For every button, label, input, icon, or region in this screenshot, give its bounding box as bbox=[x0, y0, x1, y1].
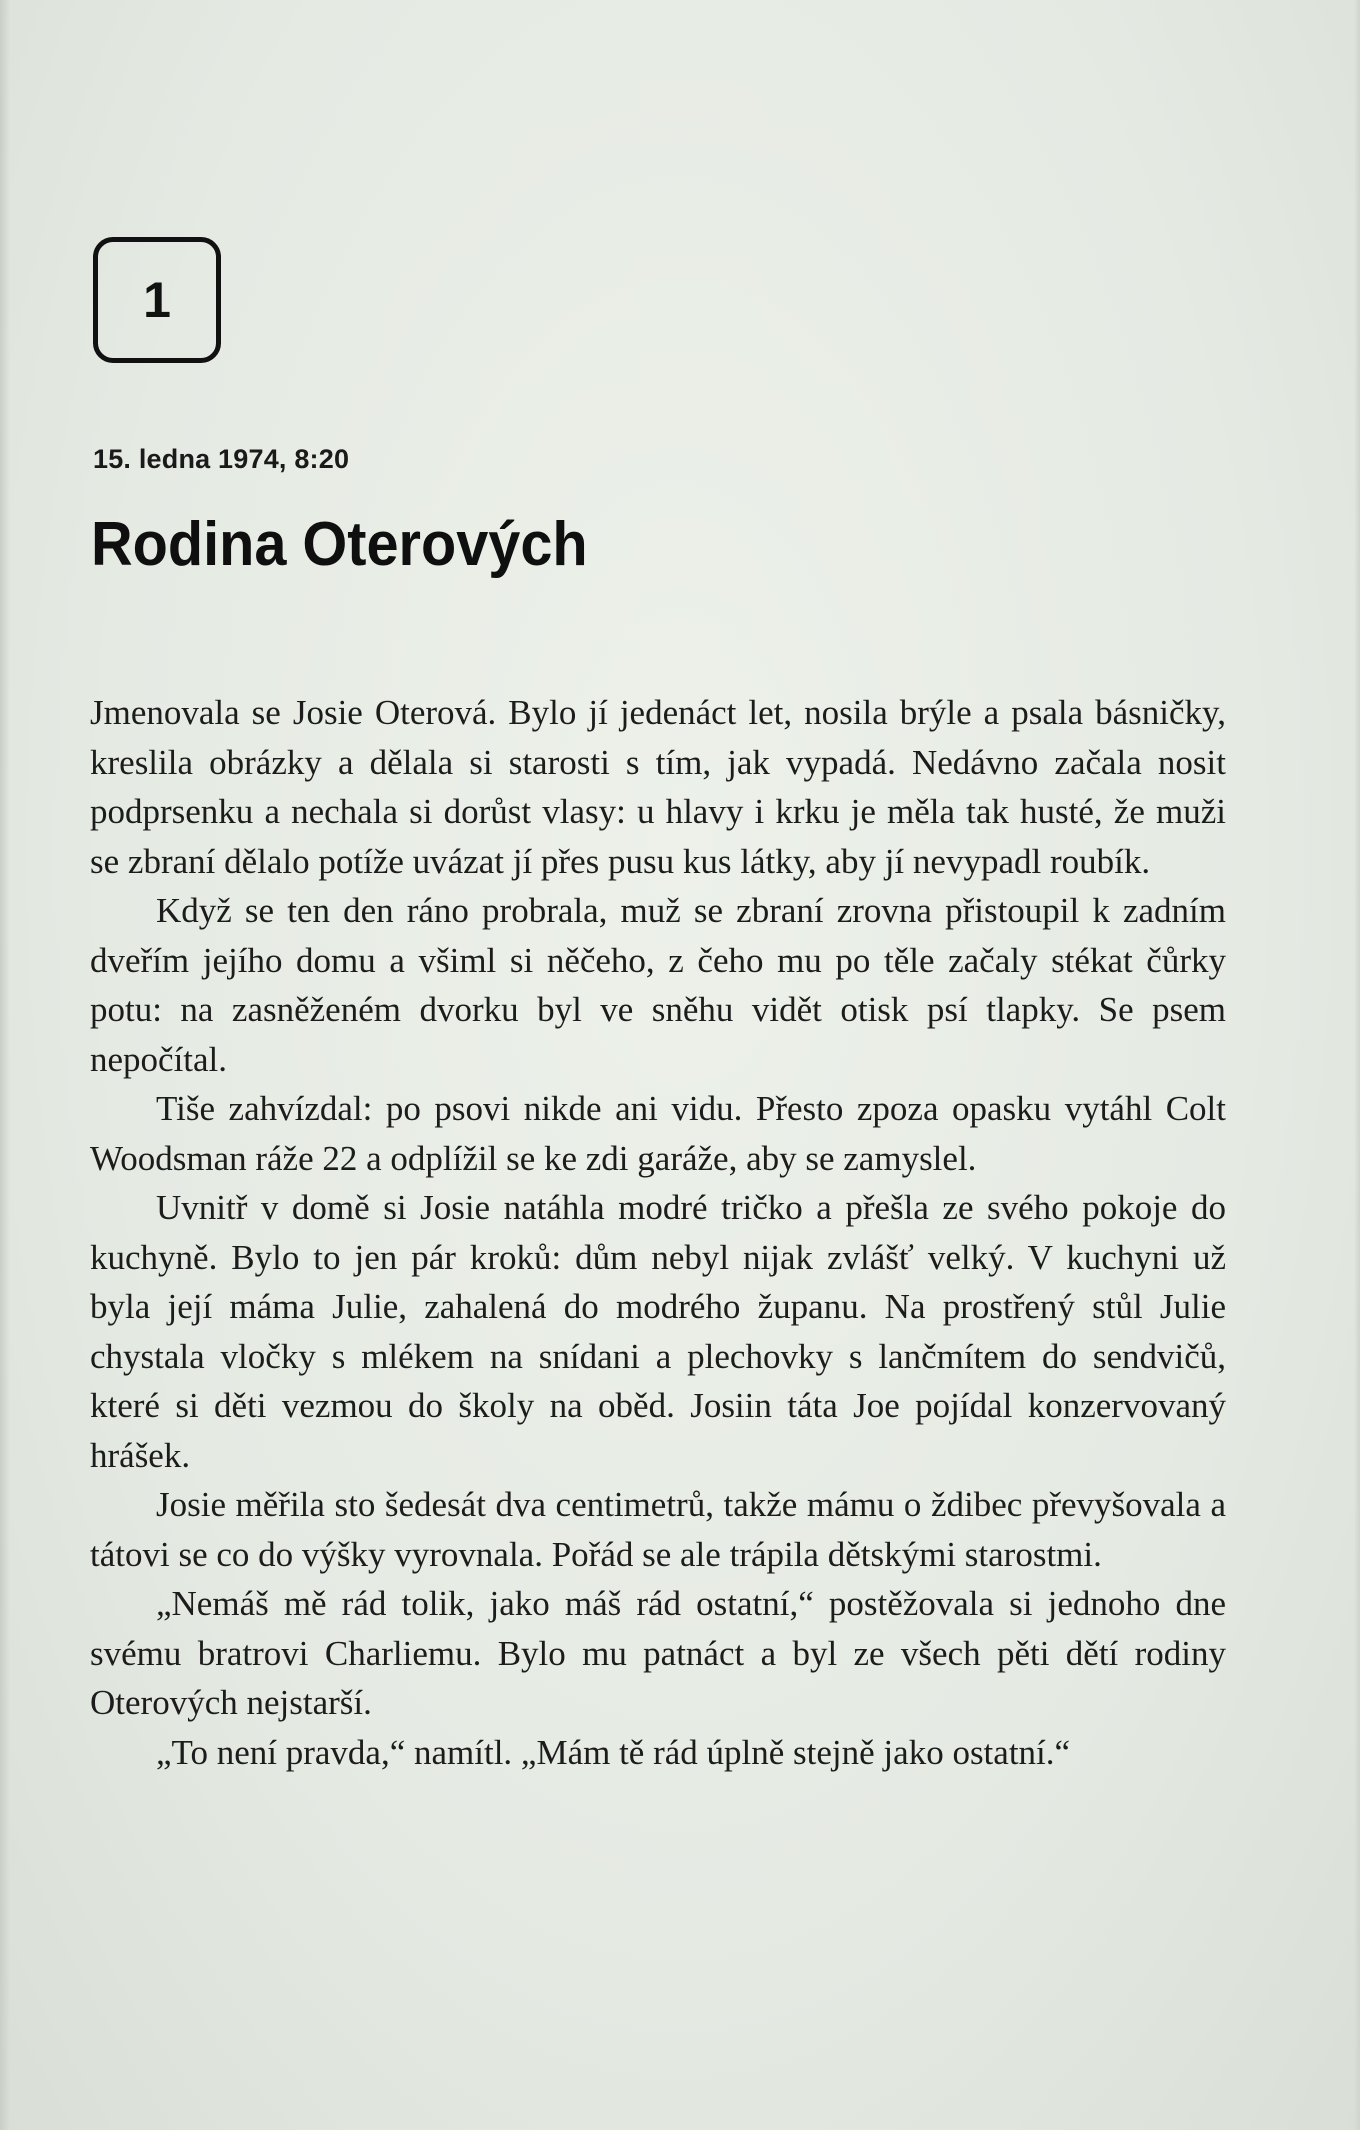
paragraph-2: Když se ten den ráno probrala, muž se zbraní zrovna přistoupil k zadním dveřím jejího domu a všiml si něčeho, z čeho mu po těle začaly stékat čůrky potu: na zasněženém dvorku byl ve sněhu vidět otisk psí tlapky. Se psem nepočítal. bbox=[90, 891, 1226, 1079]
paragraph-7: „To není pravda,“ namítl. „Mám tě rád úplně stejně jako ostatní.“ bbox=[156, 1732, 1071, 1772]
paragraph-5: Josie měřila sto šedesát dva centimetrů, takže mámu o ždibec převyšovala a tátovi se co do výšky vyrovnala. Pořád se ale trápila dětskými starostmi. bbox=[90, 1485, 1226, 1574]
chapter-number-box bbox=[93, 237, 221, 363]
paragraph-1: Jmenovala se Josie Oterová. Bylo jí jedenáct let, nosila brýle a psala básničky, kreslila obrázky a dělala si starosti s tím, jak vypadá. Nedávno začala nosit podprsenku a nechala si dorůst vlasy: u hlavy i krku je měla tak husté, že muži se zbraní dělalo potíže uvázat jí přes pusu kus látky, aby jí nevypadl roubík. bbox=[90, 693, 1226, 881]
paragraph-3: Tiše zahvízdal: po psovi nikde ani vidu. Přesto zpoza opasku vytáhl Colt Woodsman ráže 22 a odplížil se ke zdi garáže, aby se zamyslel. bbox=[90, 1089, 1226, 1178]
chapter-body bbox=[90, 688, 1226, 1777]
paragraph-4: Uvnitř v domě si Josie natáhla modré tričko a přešla ze svého pokoje do kuchyně. Bylo to jen pár kroků: dům nebyl nijak zvlášť velký. V kuchyni už byla její máma Julie, zahalená do modrého županu. Na prostřený stůl Julie chystala vločky s mlékem na snídani a plechovky s lančmítem do sendvičů, které si děti vezmou do školy na oběd. Josiin táta Joe pojídal konzervovaný hrášek. bbox=[90, 1188, 1226, 1475]
chapter-number: 1 bbox=[143, 272, 171, 328]
paragraph-6: „Nemáš mě rád tolik, jako máš rád ostatní,“ postěžovala si jednoho dne svému bratrovi Charliemu. Bylo mu patnáct a byl ze všech pěti dětí rodiny Oterových nejstarší. bbox=[90, 1584, 1226, 1722]
chapter-dateline: 15. ledna 1974, 8:20 bbox=[93, 444, 350, 474]
chapter-title: Rodina Oterových bbox=[91, 510, 588, 579]
